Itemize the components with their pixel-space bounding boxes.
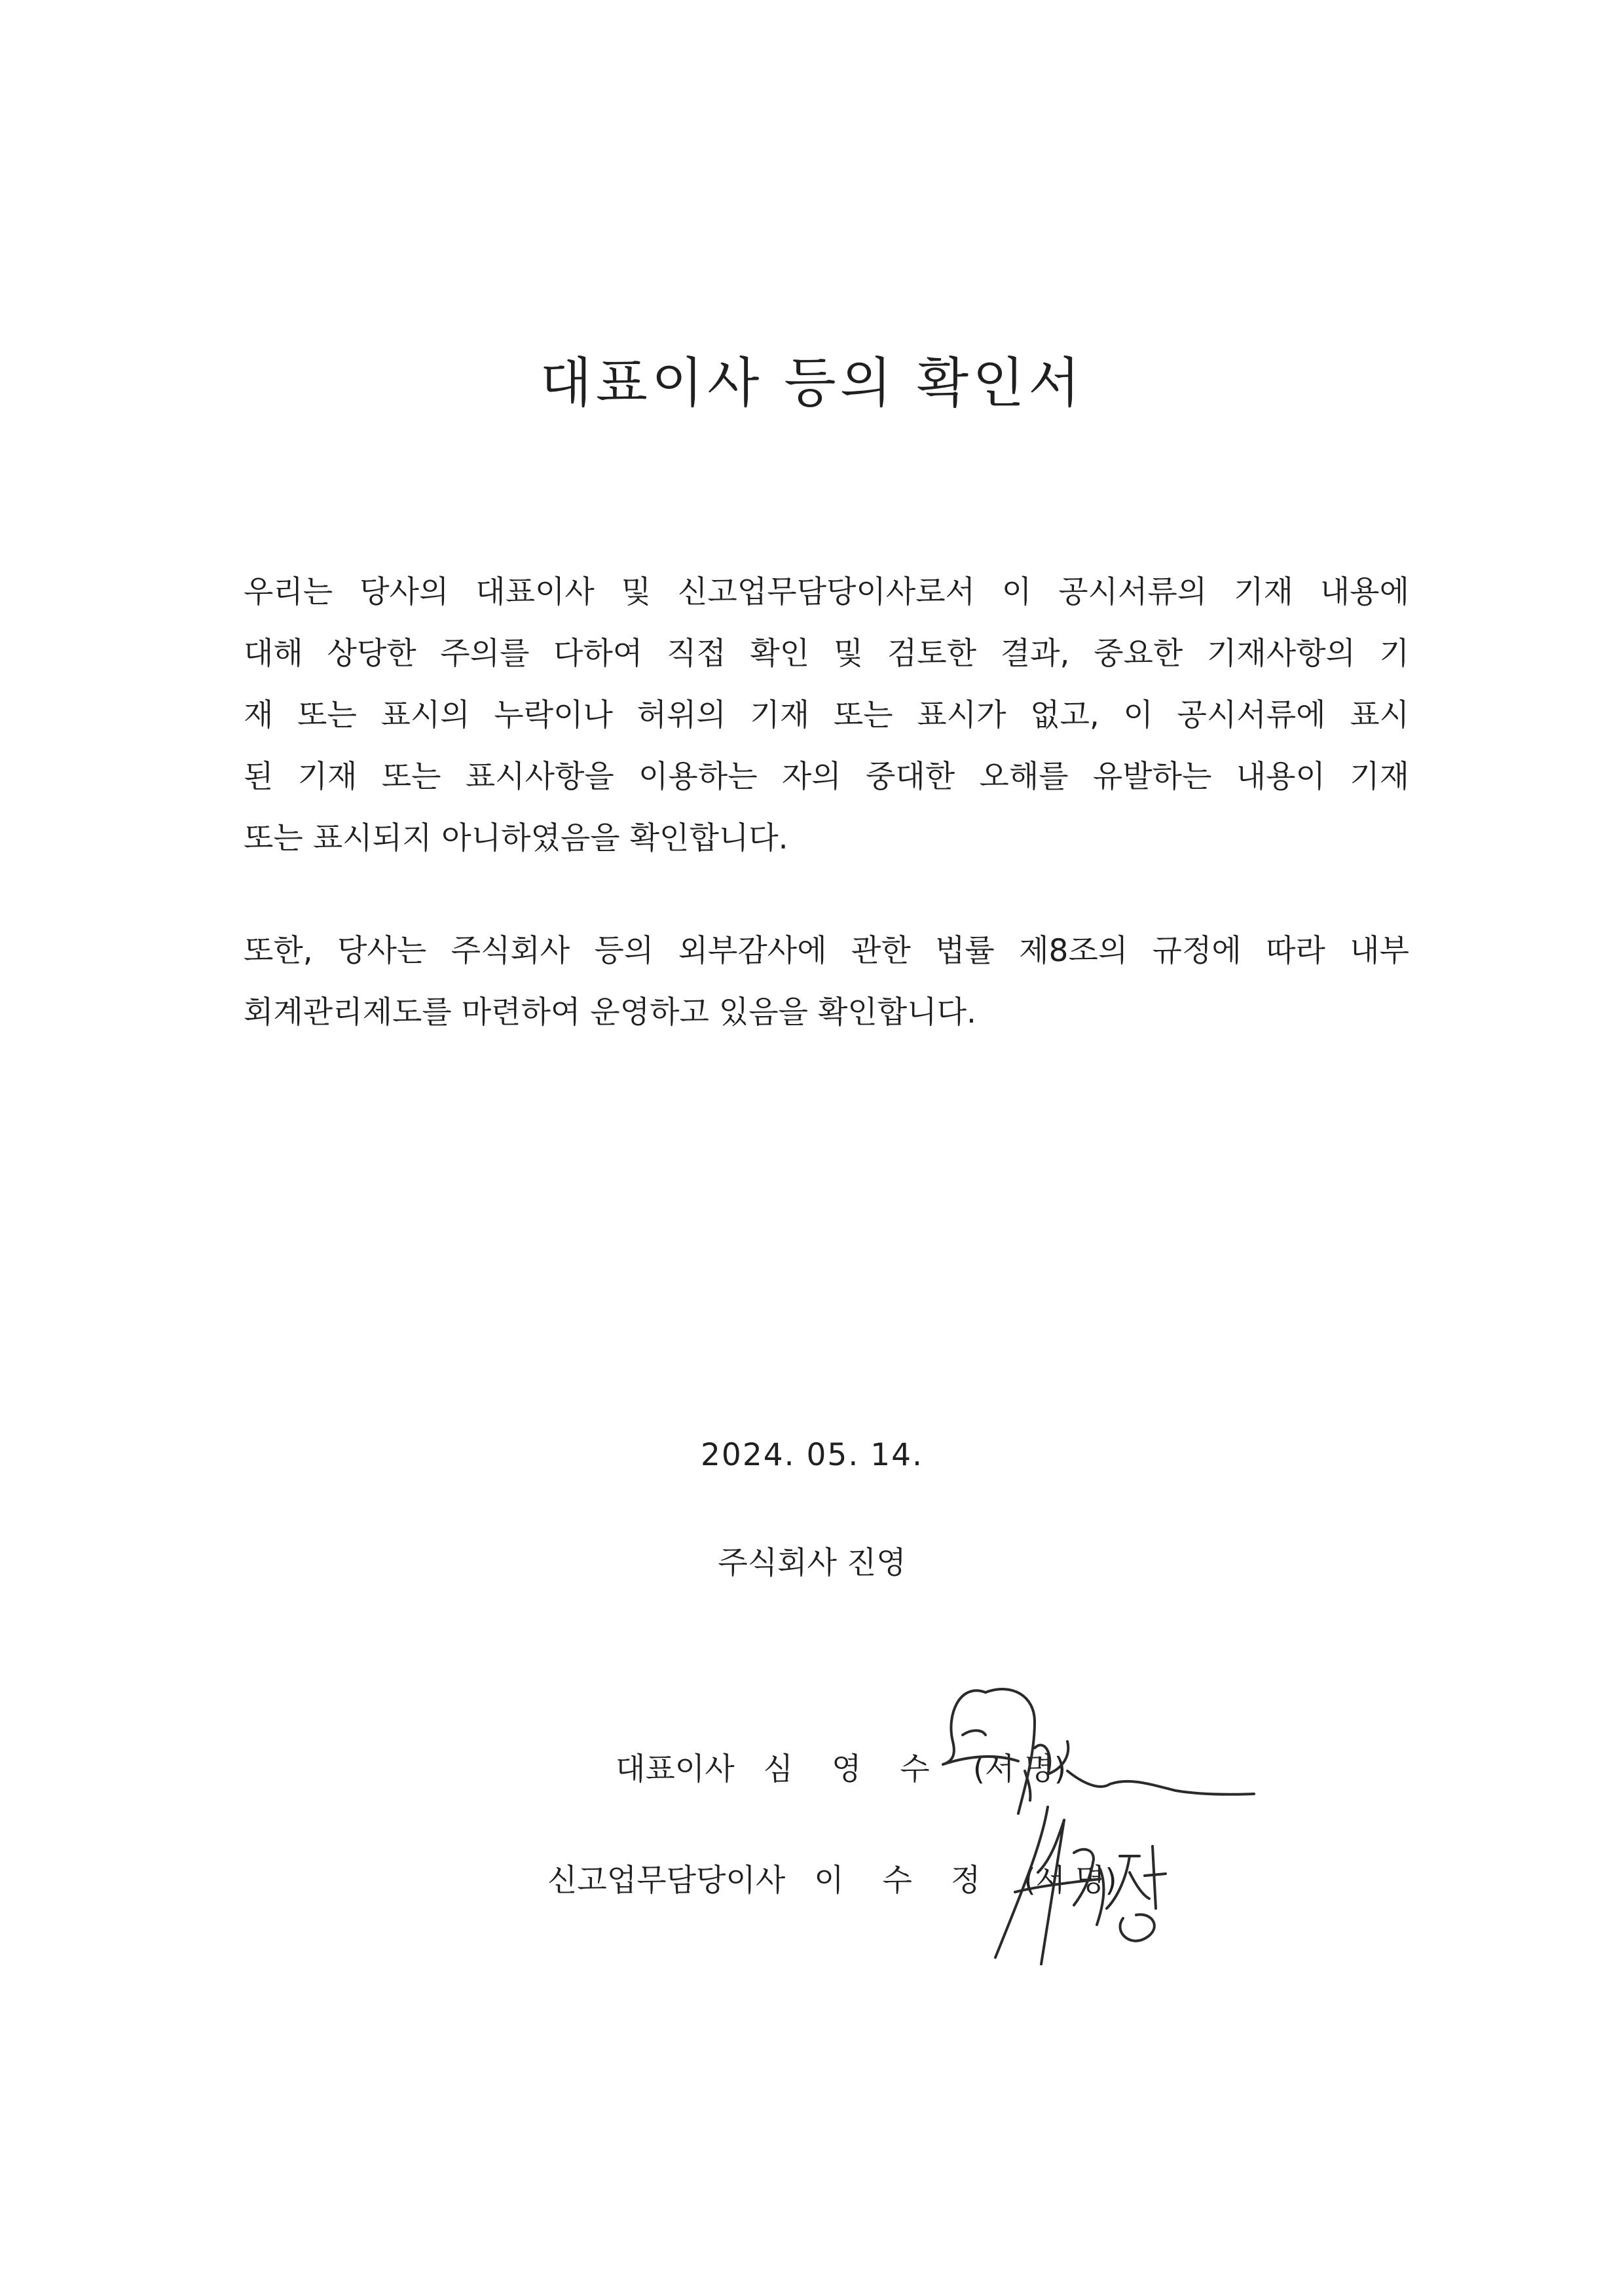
paragraph-line: 재 또는 표시의 누락이나 허위의 기재 또는 표시가 없고, 이 공시서류에 표시 [244, 697, 1409, 733]
paragraph-line: 된 기재 또는 표시사항을 이용하는 자의 중대한 오해를 유발하는 내용이 기재 [244, 759, 1409, 795]
ceo-handwritten-signature [913, 1656, 1280, 1827]
sign-label: (서 명) [972, 1751, 1067, 1787]
disclosure-officer-signature-line [547, 1856, 1117, 1900]
confirmation-paragraph [244, 562, 1409, 869]
company-name: 주식회사 진영 [718, 1545, 906, 1581]
paragraph-line: 또는 표시되지 아니하였음을 확인합니다. [244, 820, 788, 856]
signer-role: 대표이사 [616, 1751, 735, 1787]
signer-name: 이 수 정 [814, 1863, 995, 1899]
signer-name: 심 영 수 [763, 1751, 944, 1787]
sign-label: (서 명) [1024, 1863, 1117, 1899]
signer-role: 신고업무담당이사 [547, 1863, 786, 1899]
paragraph-line: 회계관리제도를 마련하여 운영하고 있음을 확인합니다. [244, 994, 976, 1030]
ceo-signature-line [616, 1745, 1066, 1789]
paragraph-line: 대해 상당한 주의를 다하여 직접 확인 및 검토한 결과, 중요한 기재사항의 기 [244, 636, 1409, 672]
document-date: 2024. 05. 14. [701, 1437, 923, 1473]
internal-control-paragraph [244, 920, 1409, 1044]
document-title: 대표이사 등의 확인서 [540, 352, 1084, 414]
paragraph-line: 또한, 당사는 주식회사 등의 외부감사에 관한 법률 제8조의 규정에 따라 내부 [244, 933, 1409, 969]
paragraph-line: 우리는 당사의 대표이사 및 신고업무담당이사로서 이 공시서류의 기재 내용에 [244, 574, 1409, 610]
